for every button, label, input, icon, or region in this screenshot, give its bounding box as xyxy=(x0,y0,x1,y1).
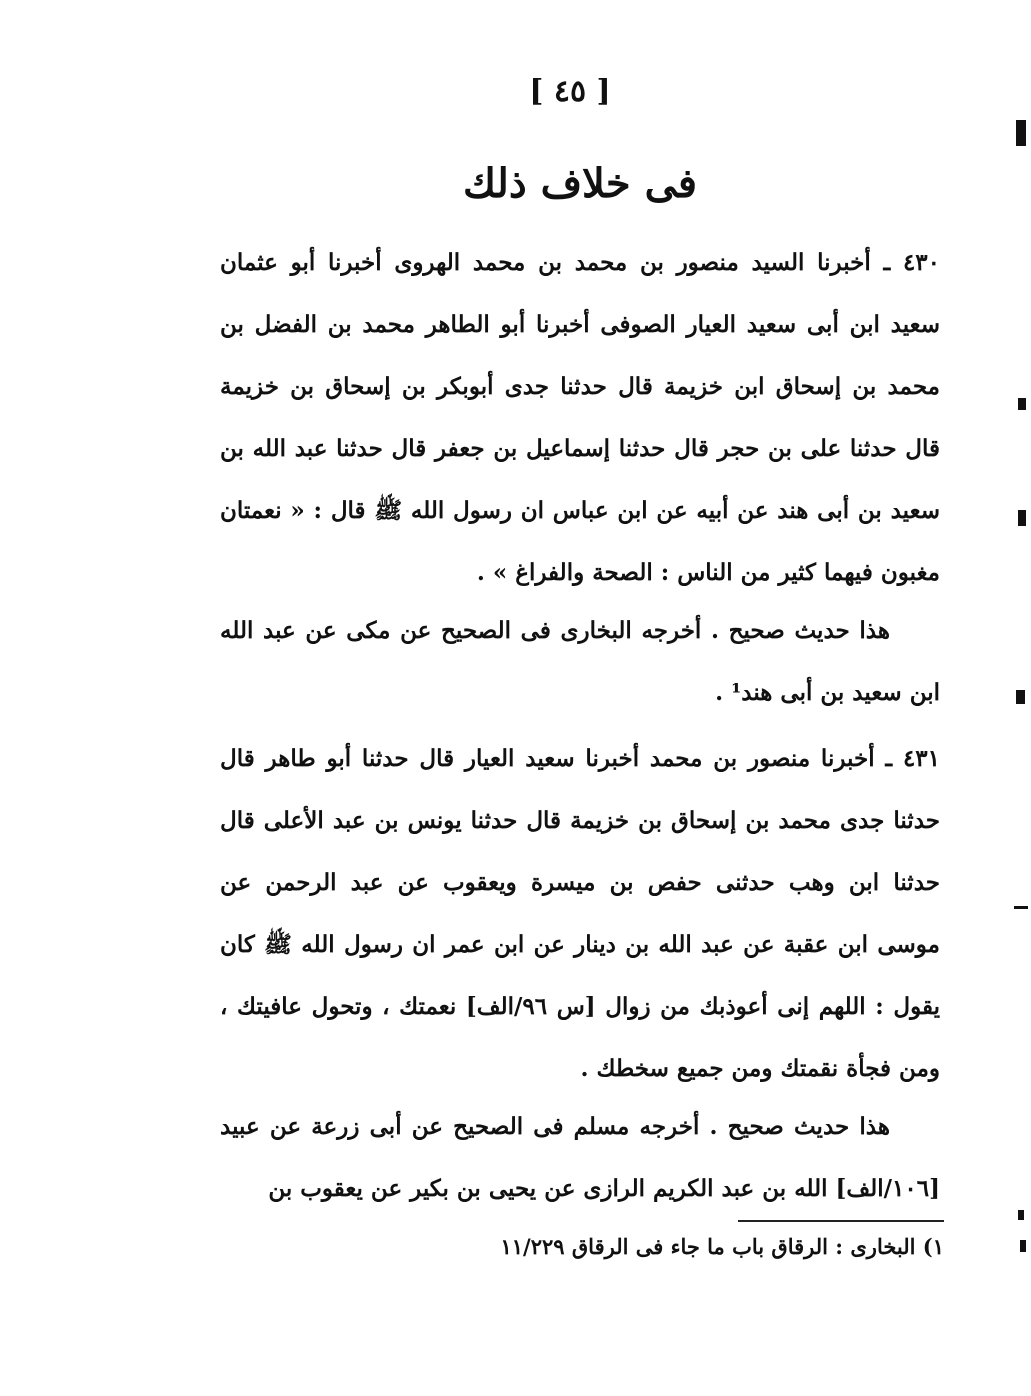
scan-edge-mark xyxy=(1018,1210,1024,1220)
hadith-431-note-text: هذا حديث صحيح . أخرجه مسلم فى الصحيح عن أبى زرعة عن عبيد [١٠٦/الف] الله بن عبد الكريم الرازى عن يحيى بن بكير عن يعقوب بن xyxy=(220,1113,940,1202)
section-title: فى خلاف ذلك xyxy=(462,160,698,207)
hadith-430-note xyxy=(220,600,940,724)
scan-edge-mark xyxy=(1016,690,1025,704)
page-number: [ ٤٥ ] xyxy=(529,74,611,109)
footnote: ١) البخارى : الرقاق باب ما جاء فى الرقاق ١١/٢٢٩ xyxy=(500,1234,944,1259)
scan-edge-mark xyxy=(1014,906,1028,909)
footnote-divider xyxy=(738,1220,944,1222)
hadith-431-paragraph xyxy=(220,728,940,1100)
hadith-430-note-text: هذا حديث صحيح . أخرجه البخارى فى الصحيح عن مكى عن عبد الله ابن سعيد بن أبى هند¹ . xyxy=(220,617,940,706)
scan-edge-mark xyxy=(1018,398,1026,410)
hadith-430-text: ٤٣٠ ـ أخبرنا السيد منصور بن محمد بن محمد الهروى أخبرنا أبو عثمان سعيد ابن أبى سعيد العيار الصوفى أخبرنا أبو الطاهر محمد بن الفضل بن محمد بن إسحاق ابن خزيمة قال حدثنا جدى أبوبكر بن إسحاق بن خزيمة قال حدثنا على بن حجر قال حدثنا إسماعيل بن جعفر قال حدثنا عبد الله بن سعيد بن أبى هند عن أبيه عن ابن عباس ان رسول الله ﷺ قال : « نعمتان مغبون فيهما كثير من الناس : الصحة والفراغ » . xyxy=(220,249,940,586)
hadith-431-text: ٤٣١ ـ أخبرنا منصور بن محمد أخبرنا سعيد العيار قال حدثنا أبو طاهر قال حدثنا جدى محمد بن إسحاق بن خزيمة قال حدثنا يونس بن عبد الأعلى قال حدثنا ابن وهب حدثنى حفص بن ميسرة ويعقوب عن عبد الرحمن عن موسى ابن عقبة عن عبد الله بن دينار عن ابن عمر ان رسول الله ﷺ كان يقول : اللهم إنى أعوذبك من زوال [س ٩٦/الف] نعمتك ، وتحول عافيتك ، ومن فجأة نقمتك ومن جميع سخطك . xyxy=(220,745,940,1082)
hadith-431-note xyxy=(220,1096,940,1220)
hadith-430-paragraph xyxy=(220,232,940,604)
scan-edge-mark xyxy=(1016,120,1026,146)
scan-edge-mark xyxy=(1018,510,1026,526)
scan-edge-mark xyxy=(1020,1240,1026,1252)
